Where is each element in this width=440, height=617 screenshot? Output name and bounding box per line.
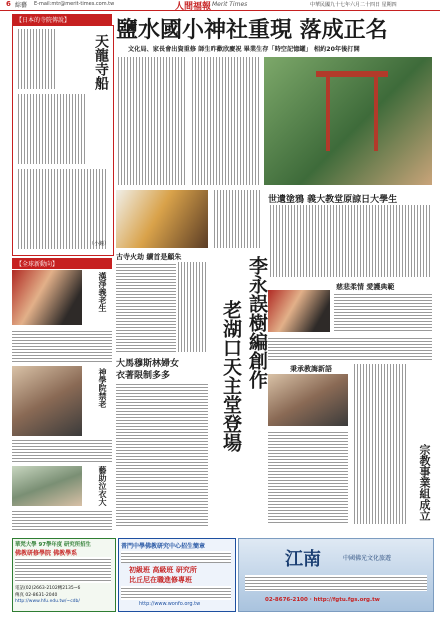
box1-text-2 xyxy=(16,94,86,164)
sub-photo-ceremony xyxy=(116,190,208,248)
torii-gate-left-post xyxy=(326,71,330,151)
big-vertical-headline-1: 李永誤樹編創作 xyxy=(246,256,268,389)
right-photo-monk xyxy=(268,290,330,332)
sub-photo-text xyxy=(212,190,260,248)
page-number: 6 xyxy=(6,0,11,8)
caption1-headline: 漢淨義老生 xyxy=(98,272,108,312)
paper-logo: 人間福報 xyxy=(175,2,212,12)
box1-title: 【日本的寺院傳說】 xyxy=(12,14,112,25)
main-story-text-1 xyxy=(116,57,186,185)
right-story2-headline: 慈悲柔情 愛護典範 xyxy=(336,283,395,291)
ad-pumen xyxy=(118,538,236,612)
ad-jiangnan xyxy=(238,538,434,612)
main-story-text-2 xyxy=(190,57,260,185)
news-photo-2 xyxy=(12,366,82,436)
right-story3-headline: 秉承教誨新語 xyxy=(290,365,332,373)
ad1-url[interactable]: http://www.hfu.edu.tw/~cdb/ xyxy=(15,599,80,604)
torii-gate-right-post xyxy=(374,71,378,151)
ad2-body xyxy=(121,551,231,563)
ad1-title: 華梵大學 97學年度 研究所招生 xyxy=(15,542,91,548)
ad1-sub: 佛教研修學院 佛教學系 xyxy=(15,550,78,557)
caption1-text xyxy=(12,329,112,363)
date-line: 中華民國九十七年六月二十四日 星期四 xyxy=(310,2,397,8)
email-line: E-mail:mtr@merit-times.com.tw xyxy=(34,1,115,7)
right-story2-text-2 xyxy=(268,336,432,360)
caption3-text xyxy=(12,509,112,531)
right-story4-text xyxy=(268,430,348,524)
caption2-text xyxy=(12,438,112,462)
ad3-phone: 02-8676-2100 ‧ http://fgtu.fgs.org.tw xyxy=(265,597,380,603)
story1-text-2 xyxy=(176,262,206,352)
ad2-body-2 xyxy=(121,586,231,600)
box1-body xyxy=(12,25,114,256)
right-story1-text xyxy=(268,205,432,277)
section-name: 綜藝 xyxy=(15,2,28,9)
right-story2-text xyxy=(334,292,432,332)
right-side-vertical-headline: 宗教事業組成立 xyxy=(418,444,431,521)
ad1-body xyxy=(15,557,111,583)
left-column xyxy=(12,14,112,532)
right-story3-text xyxy=(352,364,408,524)
box1-text-1 xyxy=(16,29,56,89)
main-subhead: 文化局、家長會出資重修 師生昨歡欣慶祝 畢業生存「時空記憶罐」 相約20年後打開 xyxy=(128,46,360,53)
ad2-mid2: 比丘尼在職進修專班 xyxy=(129,576,192,584)
news-photo-3 xyxy=(12,466,82,506)
right-photo-meeting xyxy=(268,374,348,426)
right-story1-headline: 世遺塗鴉 義大教堂原諒日大學生 xyxy=(268,195,398,205)
ad-huafan xyxy=(12,538,116,612)
main-photo-shrine xyxy=(264,57,432,185)
story2-text xyxy=(116,382,208,526)
box2-title: 【全球新動向】 xyxy=(12,258,112,269)
ad3-body xyxy=(245,575,427,591)
paper-logo-en: Merit Times xyxy=(212,1,248,8)
ad2-title: 普門中學佛教研究中心招生簡章 xyxy=(121,543,206,550)
caption3-headline: 藝助泣衣大 xyxy=(98,466,108,506)
ad3-brand: 江南 xyxy=(285,549,321,570)
story2-headline-1: 大馬穆斯林婦女 xyxy=(116,359,180,369)
big-vertical-headline-2: 老湖口天主堂登場 xyxy=(220,300,242,452)
story1-headline: 古寺火劫 續首是顧朱 xyxy=(116,253,182,261)
news-photo-1 xyxy=(12,270,82,325)
main-headline: 鹽水國小神社重現 落成正名 xyxy=(116,17,388,43)
ad3-sub: 中國佛光文化旅遊 xyxy=(343,555,392,562)
page-header xyxy=(0,0,440,11)
box1-text-3 xyxy=(16,169,108,249)
story2-headline-2: 衣著限制多多 xyxy=(116,371,171,381)
ad1-phone: 電話(02)2663-2102轉2135~6 xyxy=(15,586,81,591)
ad2-url[interactable]: http://www.wonfo.org.tw xyxy=(139,601,201,607)
caption2-headline: 神學院禁老 xyxy=(98,368,108,408)
box1-headline: 天龍寺船 xyxy=(93,34,109,90)
ad2-mid: 初級班 高級班 研究所 xyxy=(129,566,197,574)
box1-signature: （小鐘） xyxy=(89,241,110,247)
ad1-fax: 傳真 02-8631-2040 xyxy=(15,593,58,598)
